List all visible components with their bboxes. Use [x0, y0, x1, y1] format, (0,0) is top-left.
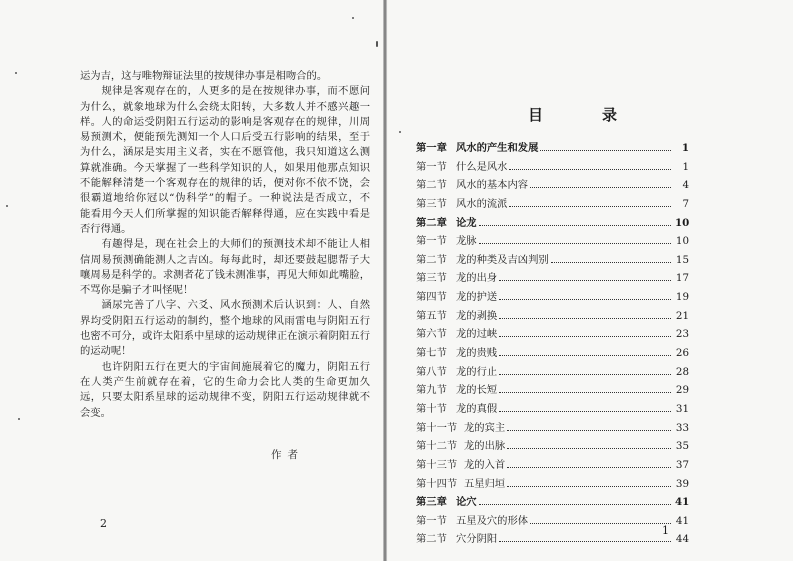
toc-entry-number: 第四节	[416, 291, 447, 304]
toc-entry-title: 龙的长短	[456, 384, 498, 397]
toc-entry-number: 第五节	[416, 309, 447, 322]
toc-entry	[416, 139, 689, 158]
toc-entry-number: 第六节	[416, 328, 447, 341]
text-line: 远，只要太阳系星球的运动规律不变，阴阳五行运动规律就不	[80, 391, 370, 404]
toc-entry-number: 第二节	[416, 179, 447, 192]
toc-entry-page: 26	[675, 347, 689, 360]
scan-speck	[18, 418, 20, 420]
toc-leader-dots	[479, 242, 671, 244]
toc-entry-title: 龙的真假	[456, 402, 498, 415]
toc-entry-number: 第八节	[416, 365, 447, 378]
toc-leader-dots	[530, 186, 671, 188]
toc-entry-title: 龙的贵贱	[456, 347, 498, 360]
text-line: 不能解释清楚一个客观存在的规律的话，便对你不依不饶，会	[80, 177, 370, 190]
page-number-left: 2	[100, 517, 107, 530]
toc-entry-page: 7	[682, 197, 689, 210]
text-line: 信周易预测确能测人之吉凶。每每此时，却还要鼓起腮帮子大	[80, 253, 370, 266]
toc-leader-dots	[551, 261, 671, 263]
toc-entry	[416, 307, 689, 326]
toc-leader-dots	[507, 466, 671, 468]
scan-speck	[399, 131, 401, 133]
toc-entry-title: 龙的过峡	[456, 328, 498, 341]
toc-entry-page: 39	[675, 477, 689, 490]
toc-entry-title: 龙的出身	[456, 272, 498, 285]
toc-entry-page: 29	[675, 384, 689, 397]
toc-entry	[416, 288, 689, 307]
toc-leader-dots	[507, 447, 671, 449]
toc-entry-title: 龙的出脉	[464, 440, 506, 453]
text-line: 涵尿完善了八字、六爻、风水预测术后认识到：人、自然	[80, 299, 370, 312]
scan-speck	[15, 72, 17, 74]
text-line: 规律是客观存在的，人更多的是在按规律办事，而不愿问	[80, 85, 370, 98]
text-line: 不骂你是骗子才叫怪呢！	[80, 284, 194, 297]
toc-leader-dots	[499, 298, 671, 300]
toc-entry-number: 第二节	[416, 533, 447, 546]
toc-entry	[416, 475, 689, 494]
scan-speck	[6, 205, 8, 207]
text-line: 也密不可分，或许太阳系中星球的运动规律正在演示着阴阳五行	[80, 330, 370, 343]
toc-entry-title: 风水的基本内容	[456, 179, 529, 192]
toc-entry	[416, 493, 689, 512]
toc-entry-title: 龙脉	[456, 235, 477, 248]
toc-leader-dots	[499, 354, 671, 356]
toc-entry-title: 什么是风水	[456, 160, 508, 173]
text-line: 运为吉，这与唯物辩证法里的按规律办事是相吻合的。	[80, 70, 328, 82]
toc-entry	[416, 158, 689, 177]
toc-entry-number: 第十节	[416, 402, 447, 415]
toc-entry	[416, 232, 689, 251]
toc-leader-dots	[479, 224, 671, 226]
page-number-right: 1	[662, 524, 669, 537]
toc-entry	[416, 400, 689, 419]
toc-entry-page: 10	[675, 216, 690, 229]
text-line: 否行得通。	[80, 222, 132, 235]
text-line: 有趣得是，现在社会上的大师们的预测技术却不能让人相	[80, 238, 370, 251]
toc-leader-dots	[499, 540, 671, 542]
text-line: 易预测术，便能预先测知一个人口后受五行影响的结果，至于	[80, 131, 370, 144]
preface-body	[80, 69, 370, 421]
toc-entry-number: 第三章	[416, 496, 447, 509]
toc-entry	[416, 176, 689, 195]
text-line: 为什么，就象地球为什么会绕太阳转，大多数人并不感兴趣一	[80, 100, 370, 113]
toc-leader-dots	[509, 205, 671, 207]
author-signature: 作者	[271, 449, 304, 461]
table-of-contents	[416, 139, 689, 549]
toc-entry-title: 龙的入首	[464, 458, 506, 471]
toc-entry-page: 37	[675, 458, 689, 471]
toc-entry-number: 第一节	[416, 235, 447, 248]
toc-entry	[416, 214, 689, 233]
toc-entry-title: 龙的行止	[456, 365, 498, 378]
text-line: 嚷周易是科学的。求测者花了钱未测准事，再见大师如此嘴脸，	[80, 268, 370, 281]
toc-leader-dots	[540, 149, 671, 151]
text-line: 在人类产生前就存在着，它的生命力会比人类的生命更加久	[80, 375, 370, 388]
toc-entry-number: 第一节	[416, 160, 447, 173]
toc-entry	[416, 344, 689, 363]
toc-entry-number: 第十四节	[416, 477, 458, 490]
toc-entry	[416, 195, 689, 214]
toc-entry-number: 第十二节	[416, 440, 458, 453]
toc-entry-number: 第七节	[416, 347, 447, 360]
text-line: 的运动呢！	[80, 345, 132, 358]
toc-entry-page: 1	[681, 142, 689, 154]
toc-entry-page: 41	[675, 514, 689, 527]
toc-entry-page: 28	[675, 365, 689, 378]
toc-entry-number: 第一章	[416, 142, 447, 154]
toc-entry-number: 第一节	[416, 514, 447, 527]
toc-leader-dots	[499, 279, 671, 281]
toc-leader-dots	[499, 373, 671, 375]
toc-entry	[416, 437, 689, 456]
toc-entry-page: 41	[675, 496, 690, 509]
scan-speck	[376, 41, 378, 47]
toc-entry	[416, 251, 689, 270]
toc-entry-page: 35	[675, 440, 689, 453]
toc-leader-dots	[499, 335, 671, 337]
toc-entry-page: 31	[675, 402, 689, 415]
toc-entry-title: 五星归垣	[464, 477, 506, 490]
toc-entry-number: 第十三节	[416, 458, 458, 471]
toc-entry-page: 23	[675, 328, 689, 341]
toc-leader-dots	[530, 522, 671, 524]
toc-entry-page: 15	[675, 253, 689, 266]
toc-entry	[416, 363, 689, 382]
toc-entry-title: 龙的护送	[456, 291, 498, 304]
toc-entry-title: 论穴	[456, 496, 477, 509]
toc-entry-page: 33	[675, 421, 689, 434]
toc-entry	[416, 419, 689, 438]
toc-entry-title: 风水的流派	[456, 197, 508, 210]
text-line: 很霸道地给你冠以“伪科学”的帽子。一种说法是否成立，不	[80, 192, 370, 205]
toc-entry-title: 龙的宾主	[464, 421, 506, 434]
toc-entry-number: 第二节	[416, 253, 447, 266]
text-line: 样。人的命运受阴阳五行运动的影响是客观存在的规律，川周	[80, 115, 370, 128]
toc-leader-dots	[507, 485, 671, 487]
text-line: 能看用今天人们所掌握的知识能否解释得通，应在实践中看是	[80, 207, 370, 220]
toc-entry-number: 第十一节	[416, 421, 458, 434]
toc-entry-page: 1	[682, 160, 689, 173]
toc-leader-dots	[479, 503, 671, 505]
toc-entry-title: 五星及穴的形体	[456, 514, 529, 527]
toc-entry-title: 龙的剥换	[456, 309, 498, 322]
toc-leader-dots	[499, 410, 671, 412]
toc-entry-page: 19	[675, 291, 689, 304]
book-gutter	[383, 0, 387, 561]
toc-entry-number: 第三节	[416, 272, 447, 285]
toc-entry-number: 第二章	[416, 216, 447, 229]
text-line: 为什么，涵尿是实用主义者，实在不愿管他，我只知道这么测	[80, 146, 370, 159]
toc-entry-number: 第三节	[416, 197, 447, 210]
left-page	[0, 0, 385, 561]
toc-entry	[416, 381, 689, 400]
toc-entry	[416, 456, 689, 475]
toc-leader-dots	[499, 317, 671, 319]
toc-entry-title: 风水的产生和发展	[456, 142, 539, 154]
toc-leader-dots	[499, 391, 671, 393]
scan-speck	[352, 17, 354, 19]
toc-entry	[416, 269, 689, 288]
toc-entry-page: 21	[675, 309, 689, 322]
toc-entry-title: 论龙	[456, 216, 477, 229]
text-line: 算就准确。今天掌握了一些科学知识的人，如果用他那点知识	[80, 161, 370, 174]
toc-entry-title: 龙的种类及吉凶判别	[456, 253, 549, 266]
toc-entry-number: 第九节	[416, 384, 447, 397]
toc-entry	[416, 325, 689, 344]
toc-entry-page: 17	[675, 272, 689, 285]
toc-leader-dots	[507, 429, 671, 431]
text-line: 界均受阴阳五行运动的制约，整个地球的风雨雷电与阴阳五行	[80, 314, 370, 327]
text-line: 会变。	[80, 406, 111, 419]
toc-entry-page: 44	[675, 533, 689, 546]
text-line: 也许阴阳五行在更大的宇宙间施展着它的魔力，阴阳五行	[80, 360, 370, 373]
toc-entry-page: 4	[682, 179, 689, 192]
toc-leader-dots	[509, 168, 671, 170]
toc-entry-title: 穴分阴阳	[456, 533, 498, 546]
toc-entry	[416, 512, 689, 531]
toc-title: 目 录	[528, 106, 640, 124]
toc-entry-page: 10	[675, 235, 689, 248]
toc-entry	[416, 530, 689, 549]
